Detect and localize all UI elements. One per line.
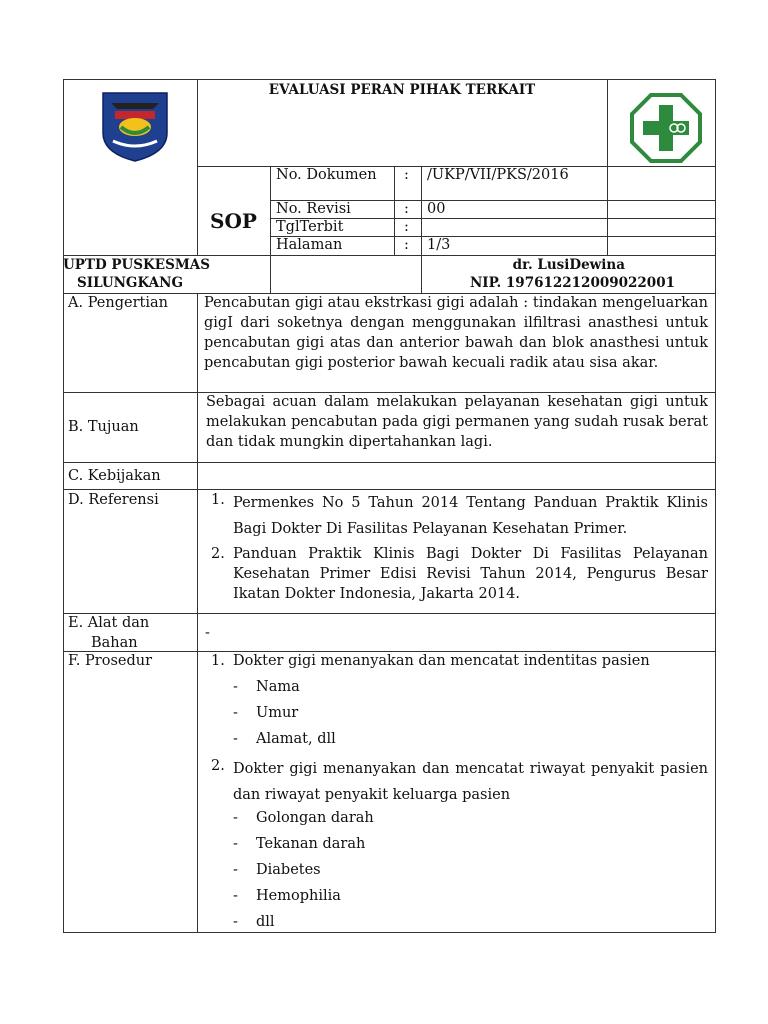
section-e-text: - — [205, 625, 210, 641]
list-item: Hemophilia — [256, 888, 341, 904]
sop-label: SOP — [210, 209, 257, 233]
reference-number-2: 2. — [211, 546, 225, 562]
table-border-bottom — [63, 932, 716, 933]
grid-line — [607, 166, 608, 255]
list-item: Tekanan darah — [256, 836, 366, 852]
table-border-right — [715, 79, 716, 933]
issue-date-label: TglTerbit — [276, 219, 344, 235]
section-b-text: Sebagai acuan dalam melakukan pelayanan kesehatan gigi untuk melakukan pencabutan pada gigi permanen yang sudah rusak berat dan tidak mungkin dipertahankan lagi. — [206, 394, 708, 450]
table-border-left — [63, 79, 64, 933]
signer-nip: NIP. 197612212009022001 — [469, 275, 675, 291]
procedure-step-1: Dokter gigi menanyakan dan mencatat indentitas pasien — [233, 653, 650, 669]
organization-name-line1: UPTD PUSKESMAS — [63, 257, 210, 273]
doc-number-label: No. Dokumen — [276, 167, 377, 183]
section-f-label: F. Prosedur — [68, 653, 153, 669]
doc-number-value: /UKP/VII/PKS/2016 — [427, 167, 569, 183]
page-sep: : — [404, 237, 409, 253]
section-b-label: B. Tujuan — [68, 419, 139, 435]
grid-line — [270, 166, 271, 293]
procedure-number-2: 2. — [211, 758, 225, 774]
page-label: Halaman — [276, 237, 343, 253]
reference-item-2: Panduan Praktik Klinis Bagi Dokter Di Fasilitas Pelayanan Kesehatan Primer Edisi Revisi Tahun 2014, Pengurus Besar Ikatan Dokter Indonesia, Jakarta 2014. — [233, 546, 708, 602]
section-c-label: C. Kebijakan — [68, 468, 161, 484]
grid-line — [63, 613, 716, 614]
list-item-dash: - — [233, 731, 238, 747]
section-d-label: D. Referensi — [68, 492, 159, 508]
section-e-label-line2: Bahan — [91, 635, 138, 651]
list-item-dash: - — [233, 914, 238, 930]
reference-item-1: Permenkes No 5 Tahun 2014 Tentang Panduan Praktik Klinis Bagi Dokter Di Fasilitas Pelayanan Kesehatan Primer. — [233, 495, 708, 537]
page-value: 1/3 — [427, 237, 451, 253]
list-item: Alamat, dll — [256, 731, 336, 747]
document-title: EVALUASI PERAN PIHAK TERKAIT — [268, 82, 536, 98]
signer-name: dr. LusiDewina — [512, 257, 625, 273]
section-e-label-line1: E. Alat dan — [68, 615, 150, 631]
list-item: Golongan darah — [256, 810, 374, 826]
grid-line — [394, 166, 395, 255]
list-item-dash: - — [233, 836, 238, 852]
list-item: dll — [256, 914, 275, 930]
list-item-dash: - — [233, 888, 238, 904]
grid-line — [63, 462, 716, 463]
list-item-dash: - — [233, 679, 238, 695]
organization-name-line2: SILUNGKANG — [77, 275, 183, 291]
list-item-dash: - — [233, 705, 238, 721]
list-item: Umur — [256, 705, 299, 721]
grid-line — [607, 79, 608, 166]
list-item: Nama — [256, 679, 300, 695]
section-a-label: A. Pengertian — [68, 295, 168, 311]
reference-number-1: 1. — [211, 492, 225, 508]
list-item-dash: - — [233, 810, 238, 826]
regency-emblem-icon — [101, 89, 169, 163]
procedure-step-2: Dokter gigi menanyakan dan mencatat riwayat penyakit pasien dan riwayat penyakit keluarga pasien — [233, 761, 708, 803]
list-item: Diabetes — [256, 862, 321, 878]
revision-value: 00 — [427, 201, 446, 217]
revision-sep: : — [404, 201, 409, 217]
section-a-text: Pencabutan gigi atau ekstrkasi gigi adalah : tindakan mengeluarkan gigI dari soketnya dengan menggunakan ilfiltrasi anasthesi untuk pencabutan gigi atas dan anterior bawah dan blok anasthesi untuk pencabutan gigi posterior bawah kecuali radik atau sisa akar. — [204, 295, 708, 371]
issue-date-sep: : — [404, 219, 409, 235]
list-item-dash: - — [233, 862, 238, 878]
procedure-number-1: 1. — [211, 653, 225, 669]
doc-number-sep: : — [404, 167, 409, 183]
revision-label: No. Revisi — [276, 201, 351, 217]
puskesmas-cross-icon — [630, 91, 702, 165]
